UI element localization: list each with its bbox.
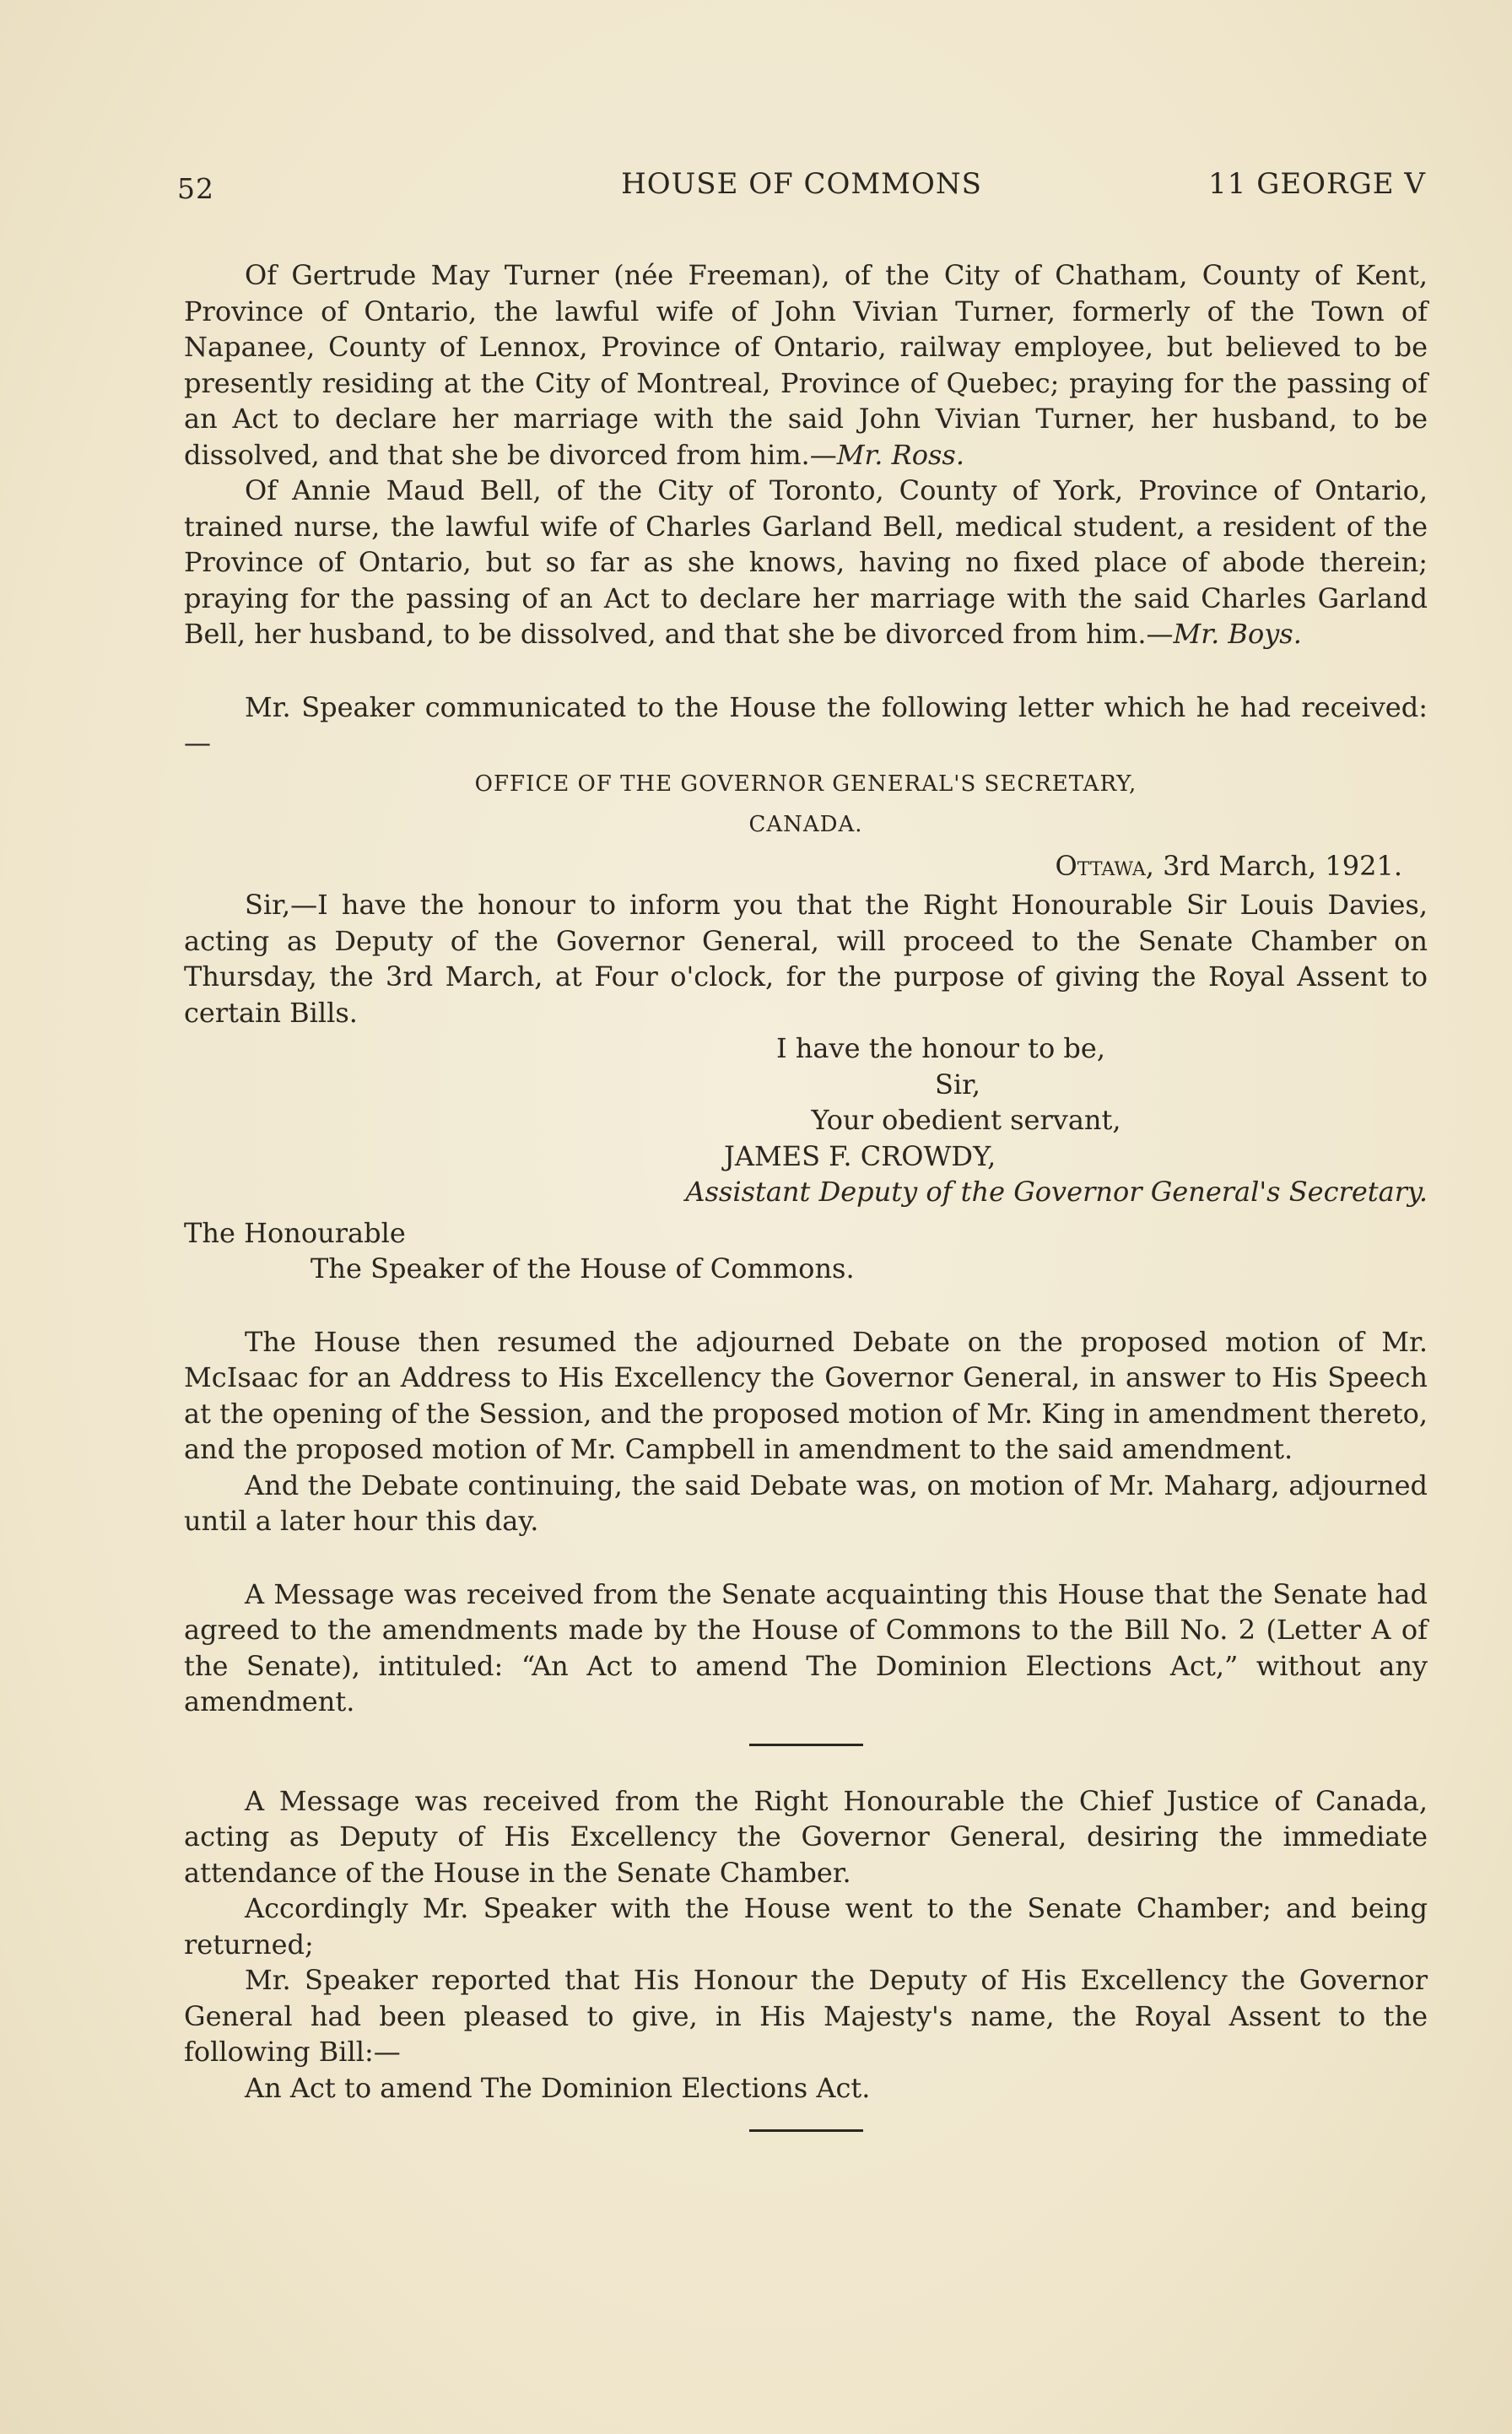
letter-signer-title: Assistant Deputy of the Governor General's Secretary. — [685, 1176, 1428, 1208]
deputy-message: A Message was received from the Right Honourable the Chief Justice of Canada, acting as Deputy of His Excellency the Governor General, desiring the immediate attendance of the House in the Senate Chamber. — [184, 1784, 1428, 1889]
petition-bell-member: Mr. Boys. — [1173, 618, 1302, 650]
letter-closing-2: Sir, — [934, 1068, 981, 1101]
petition-turner-text: Of Gertrude May Turner (née Freeman), of the City of Chatham, County of Kent, Province of Ontario, the lawful wife of John Vivian Turner, formerly of the Town of Napanee, County of Lennox, Province of Ontario, railway employee, but believed to be presently residing at the City of Montreal, Province of Quebec; praying for the passing of an Act to declare her marriage with the said John Vivian Turner, her husband, to be dissolved, and that she be divorced from him.— — [184, 259, 1428, 471]
speaker-communication: Mr. Speaker communicated to the House the following letter which he had received:— — [184, 690, 1428, 759]
senate-chamber-attendance: Accordingly Mr. Speaker with the House went to the Senate Chamber; and being returned; — [184, 1892, 1428, 1961]
letter-dateline — [184, 848, 1402, 884]
petition-turner — [184, 257, 1428, 473]
running-title: HOUSE OF COMMONS — [621, 167, 982, 201]
petition-bell — [184, 473, 1428, 652]
bill-title: An Act to amend The Dominion Elections Act. — [245, 2071, 871, 2104]
debate-adjourned: And the Debate continuing, the said Debate was, on motion of Mr. Maharg, adjourned until a later hour this day. — [184, 1469, 1428, 1537]
regnal-year: 11 GEORGE V — [1208, 167, 1426, 201]
closing-divider — [749, 2129, 863, 2132]
page-body — [184, 257, 1428, 2132]
letter-country: CANADA. — [748, 812, 863, 837]
letter-date: 3rd March, 1921. — [1163, 849, 1402, 882]
petition-bell-text: Of Annie Maud Bell, of the City of Toronto, County of York, Province of Ontario, trained nurse, the lawful wife of Charles Garland Bell, medical student, a resident of the Province of Ontario, but so far as she knows, having no fixed place of abode therein; praying for the passing of an Act to declare her marriage with the said Charles Garland Bell, her husband, to be dissolved, and that she be divorced from him.— — [184, 474, 1428, 650]
letter-closing-1: I have the honour to be, — [776, 1032, 1105, 1064]
page-header — [177, 167, 1426, 209]
debate-resumed: The House then resumed the adjourned Debate on the proposed motion of Mr. McIsaac for an Address to His Excellency the Governor General, in answer to His Speech at the opening of the Session, and the proposed motion of Mr. King in amendment thereto, and the proposed motion of Mr. Campbell in amendment to the said amendment. — [184, 1325, 1428, 1465]
letter-place: Ottawa, — [1055, 849, 1154, 882]
section-divider — [749, 1744, 863, 1746]
letter-signer: JAMES F. CROWDY, — [724, 1139, 996, 1172]
royal-assent-report: Mr. Speaker reported that His Honour the Deputy of His Excellency the Governor General had been pleased to give, in His Majesty's name, the Royal Assent to the following Bill:— — [184, 1964, 1428, 2068]
letter-body: Sir,—I have the honour to inform you that the Right Honourable Sir Louis Davies, acting as Deputy of the Governor General, will proceed to the Senate Chamber on Thursday, the 3rd March, at Four o'clock, for the purpose of giving the Royal Assent to certain Bills. — [184, 889, 1428, 1029]
senate-message: A Message was received from the Senate acquainting this House that the Senate had agreed to the amendments made by the House of Commons to the Bill No. 2 (Letter A of the Senate), intituled: “An Act to amend The Dominion Elections Act,” without any amendment. — [184, 1577, 1428, 1717]
letter-addressee-1: The Honourable — [184, 1216, 406, 1249]
page-number: 52 — [177, 172, 214, 205]
letter-closing-3: Your obedient servant, — [811, 1104, 1121, 1136]
letter-addressee-2: The Speaker of the House of Commons. — [310, 1252, 855, 1285]
petition-turner-member: Mr. Ross. — [836, 438, 964, 471]
letter-office: OFFICE OF THE GOVERNOR GENERAL'S SECRETARY, — [474, 771, 1137, 797]
